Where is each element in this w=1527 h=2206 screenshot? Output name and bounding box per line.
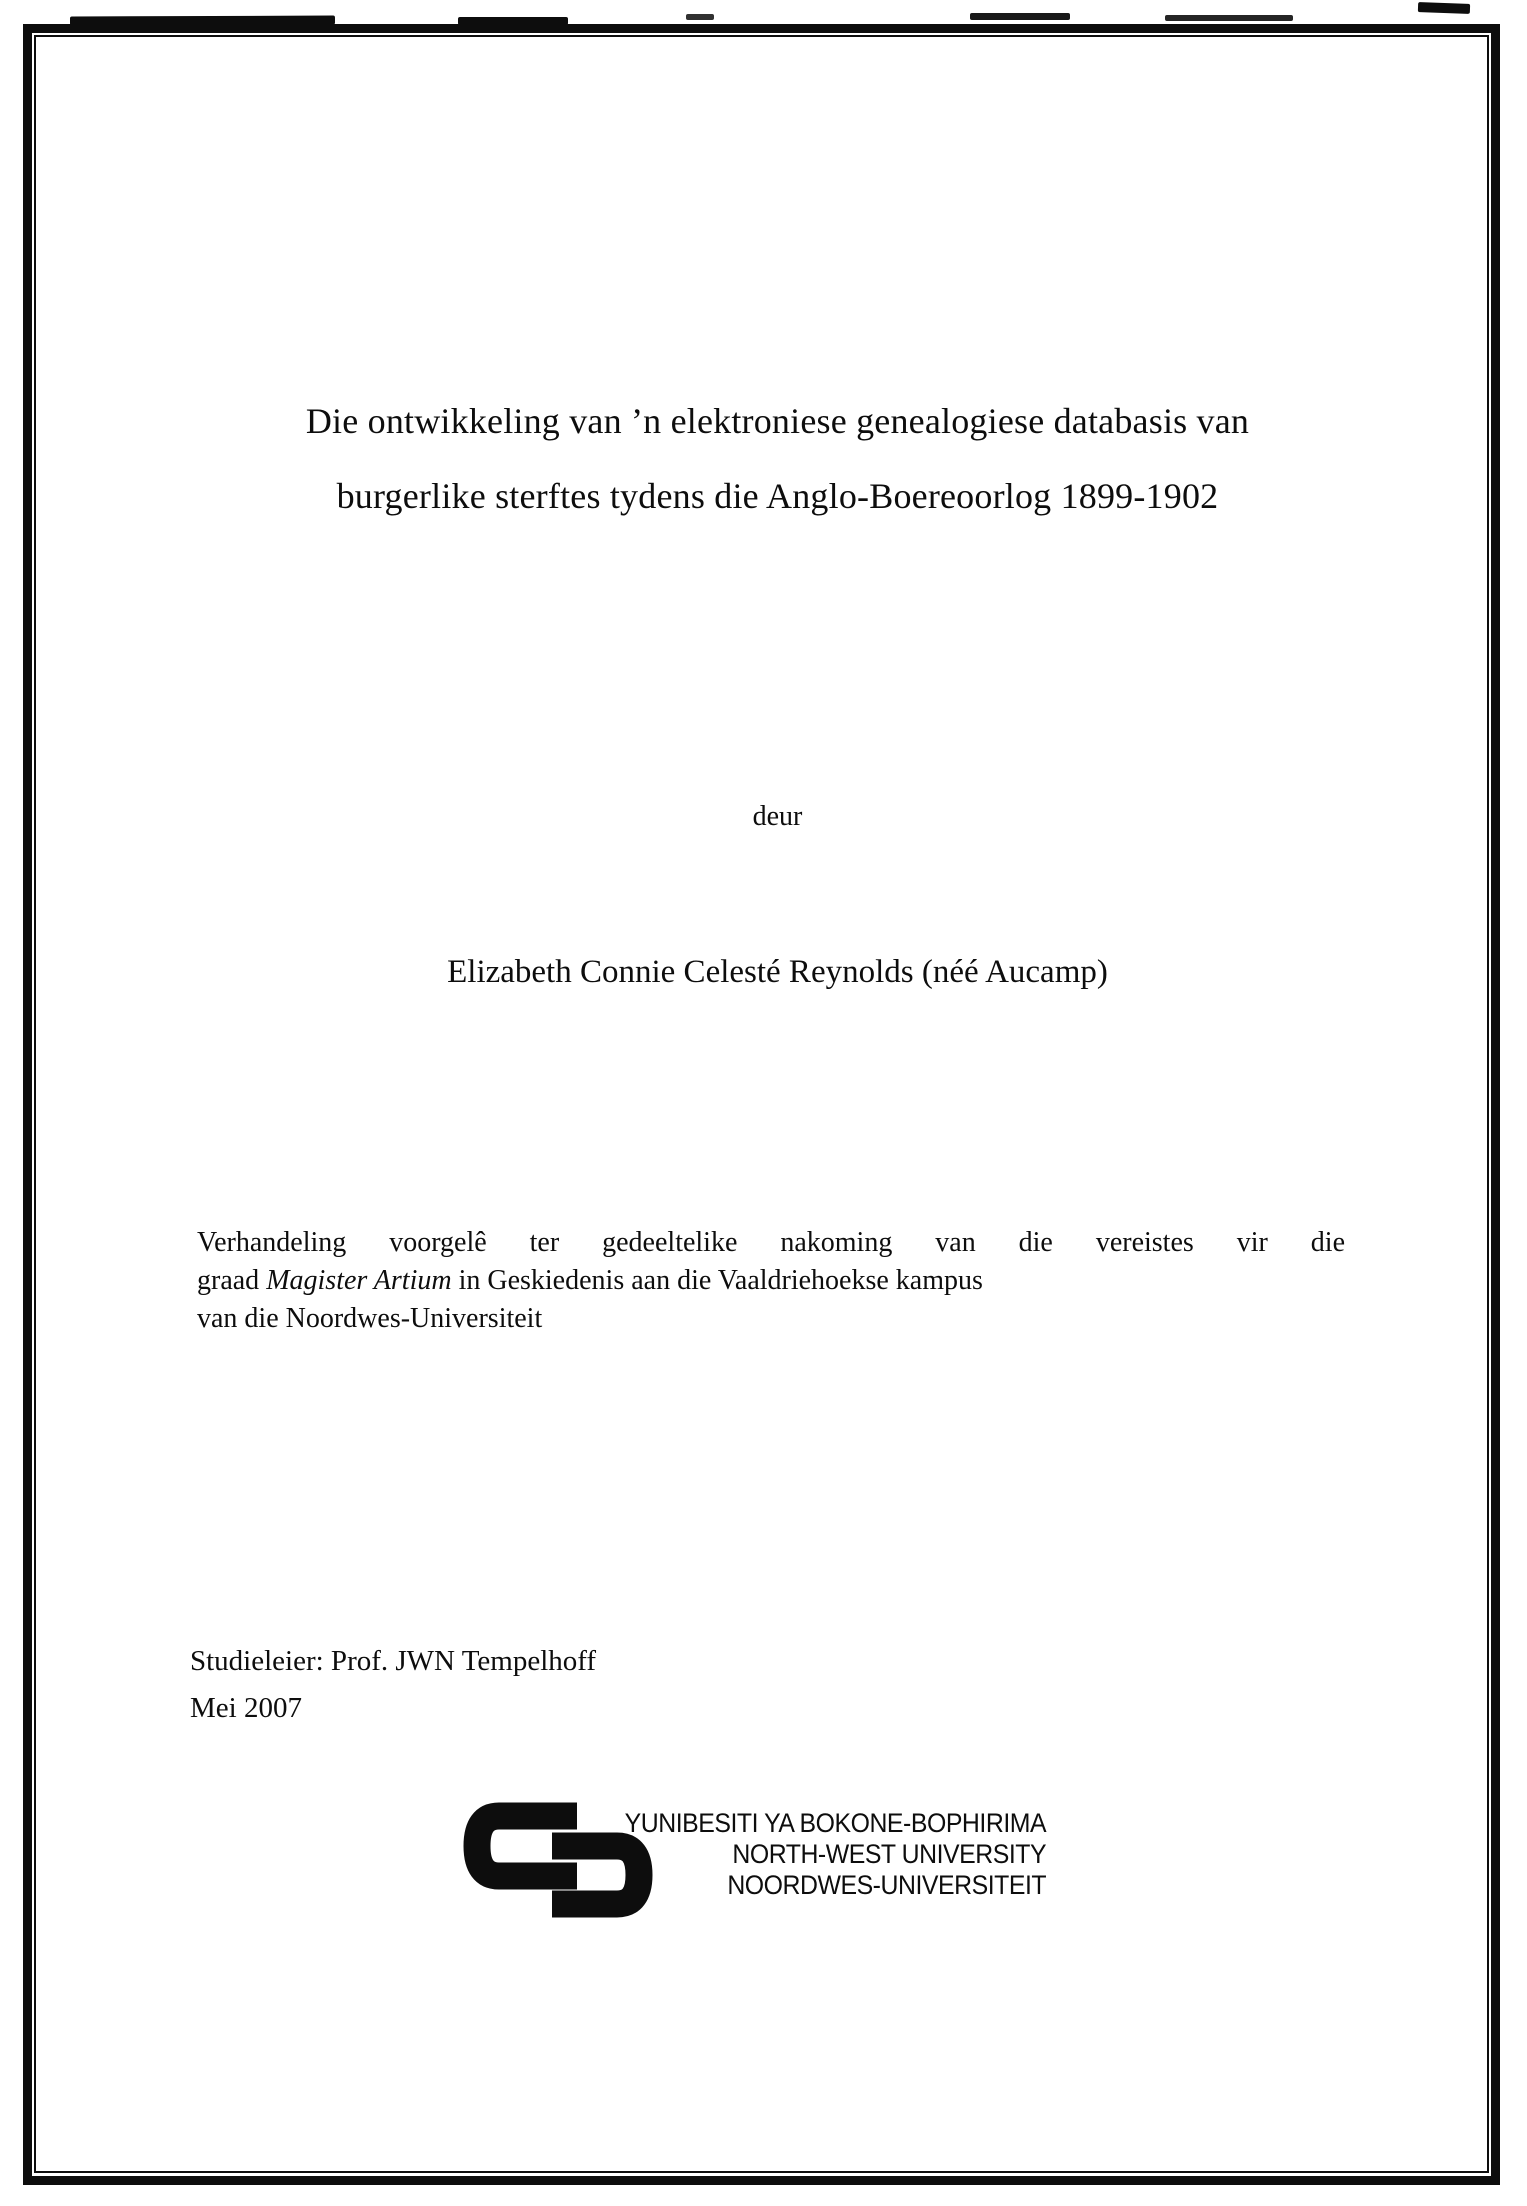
author-name: Elizabeth Connie Celesté Reynolds (néé Aucamp) xyxy=(447,954,1108,990)
scan-artifact xyxy=(970,13,1070,20)
title-line-2: burgerlike sterftes tydens die Anglo-Boereoorlog 1899-1902 xyxy=(336,476,1219,516)
statement-line-2-pre: graad xyxy=(197,1265,267,1296)
university-logo-text xyxy=(625,1808,1046,1901)
scan-artifact xyxy=(686,14,714,20)
date-line: Mei 2007 xyxy=(190,1692,302,1724)
logo-line-english: NORTH-WEST UNIVERSITY xyxy=(732,1839,1046,1869)
scan-artifact xyxy=(1418,2,1470,14)
title-line-1: Die ontwikkeling van ’n elektroniese genealogiese databasis van xyxy=(305,401,1250,441)
logo-line-afrikaans: NOORDWES-UNIVERSITEIT xyxy=(727,1870,1046,1900)
statement-line-2-post: in Geskiedenis aan die Vaaldriehoekse kampus xyxy=(451,1265,983,1296)
supervisor-block xyxy=(190,1638,596,1732)
thesis-title xyxy=(100,384,1455,534)
byline-deur: deur xyxy=(752,801,803,832)
statement-line-2 xyxy=(197,1262,1345,1300)
statement-line-1: Verhandeling voorgelê ter gedeeltelike nakoming van die vereistes vir die xyxy=(197,1227,1345,1258)
scan-artifact xyxy=(1165,15,1293,21)
degree-name-italic: Magister Artium xyxy=(266,1265,452,1296)
degree-statement xyxy=(197,1224,1345,1338)
logo-line-setswana: YUNIBESITI YA BOKONE-BOPHIRIMA xyxy=(624,1808,1046,1838)
statement-line-3: van die Noordwes-Universiteit xyxy=(197,1303,543,1334)
supervisor-line: Studieleier: Prof. JWN Tempelhoff xyxy=(190,1645,597,1677)
